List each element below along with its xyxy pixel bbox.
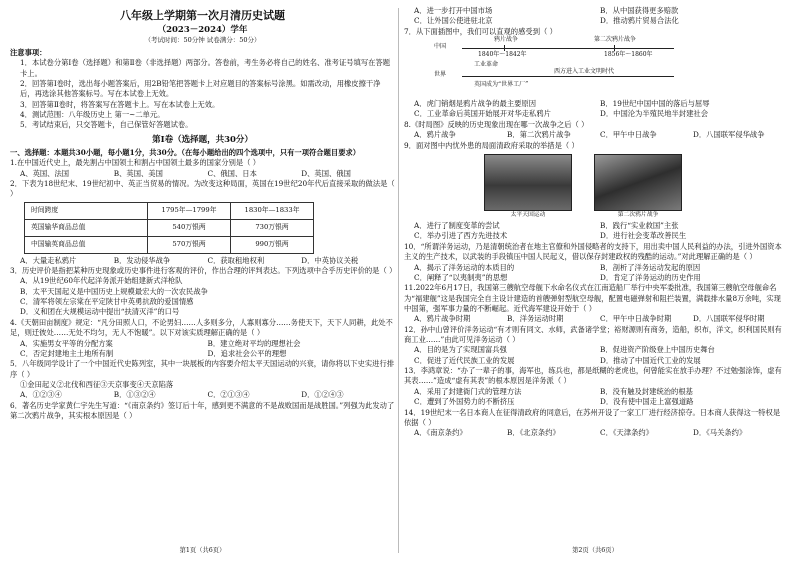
option: C．遭到了外国势力的不断挤压: [414, 397, 515, 407]
question-2-options: [10, 256, 395, 266]
question-11-options: [404, 314, 786, 324]
timeline-event: 西方进入工业文明时代: [554, 68, 615, 76]
trade-table: [24, 202, 314, 254]
notice-item: 4．测试范围：八年级历史上 第一~二单元。: [20, 110, 165, 120]
question-10: 10．“所谓洋务运动，乃是清朝统治者在地主官僚和外国侵略者的支持下，用出卖中国人民利益的办法，引进外国资本主义的生产技术，以武装的手段镇压中国人民起义，借以保存封建政权的残酷的运动。”对此理解正确的是（ ）: [404, 241, 782, 262]
question-2: 2．下表为18世纪末、19世纪初中、英正当贸易的情况。为改变这种局面，英国在19世纪20年代后直接采取的做法是（ ）: [10, 178, 395, 199]
question-9-options: [404, 221, 786, 242]
option: D．推动鸦片贸易合法化: [600, 16, 679, 26]
option: B．《北京条约》: [507, 428, 560, 438]
option: B．发动侵华战争: [113, 255, 171, 265]
option: A．从19世纪60年代起洋务派开始组建新式洋枪队: [20, 276, 183, 286]
question-5-items: ①金田起义②北伐和西征③天京事变④天京陷落: [20, 379, 174, 389]
option: D、英国、俄国: [301, 168, 351, 178]
exam-subtitle: （2023－2024）学年: [157, 24, 248, 35]
table-cell: 730万银两: [231, 219, 314, 236]
timeline-world-label: 世界: [434, 71, 447, 79]
option: D．①②④③: [301, 390, 344, 400]
exam-title: 八年级上学期第一次月清历史试题: [120, 9, 285, 22]
option: B．没有触及封建统治的根基: [600, 386, 693, 396]
timeline-china-label: 中国: [434, 43, 447, 51]
timeline-date: 1856年～1860年: [604, 51, 653, 59]
timeline-date: 1840年～1842年: [478, 51, 527, 59]
option: A．大量走私鸦片: [20, 255, 77, 265]
table-row: [25, 202, 314, 219]
timeline-figure: [434, 36, 684, 97]
question-7-options: [404, 99, 786, 120]
option: D．推动了中国近代工业的发展: [600, 355, 701, 365]
option: A．①②③④: [20, 390, 62, 400]
option: C．工业革命后英国开始展开对华走私鸦片: [414, 109, 551, 119]
option: B．剖析了洋务运动发起的原因: [600, 262, 701, 272]
question-13-options: [404, 387, 786, 408]
option: C．促进了近代民族工业的发展: [414, 355, 515, 365]
photo-image: [594, 154, 682, 211]
question-7: 7．从下面插图中，我们可以直观的感受到（ ）: [404, 26, 557, 36]
option: C．否定封建地主土地所有制: [20, 348, 114, 358]
question-8-options: [404, 130, 786, 140]
option: B．第二次鸦片战争: [507, 130, 571, 140]
option: B．建立绝对平均的理想社会: [207, 338, 301, 348]
option: D．没有使中国走上富强道路: [600, 397, 694, 407]
table-cell: 570万银两: [148, 236, 231, 253]
option: C．阐释了“以夷制夷”的思想: [414, 272, 508, 282]
notice-item: 1．本试卷分第Ⅰ卷（选择题）和第Ⅱ卷（非选择题）两部分。答卷前，考生务必将自己的姓名、准考证号填写在答题卡上。: [20, 58, 391, 78]
notice-item: 2．回答第Ⅰ卷时，选出每小题答案后，用2B铅笔把答题卡上对应题目的答案标号涂黑。如需改动，用橡皮擦干净后，再选涂其他答案标号。写在本试卷上无效。: [20, 78, 381, 99]
photo-caption: 太平天国运动: [510, 211, 546, 218]
exam-meta: （考试时间：50分钟 试卷满分：50分）: [144, 35, 261, 44]
option: C．②①③④: [207, 390, 250, 400]
option: D．义和团在大规模运动中提出“扶清灭洋”的口号: [20, 307, 180, 317]
option: B．19世纪中国中国的落后与屈辱: [600, 99, 710, 109]
question-11: 11.2022年6月17日，我国第三艘航空母舰下水命名仪式在江南造船厂举行中央军委批准，我国第三艘航空母舰命名为“福建舰”这是我国完全自主设计建造的首艘弹射型航空母舰，配置电磁弹射和阻拦装置，满载排水量8万余吨，实现中国第，强军事力量的不断崛起。近代海军建设开始于（ ）: [404, 283, 781, 313]
question-9: 9．面对图中内忧外患的局面清政府采取的举措是（ ）: [404, 140, 579, 150]
option: B．洋务运动时期: [507, 314, 564, 324]
table-cell: 990万银两: [231, 236, 314, 253]
option: A．进行了制度变革的尝试: [414, 221, 500, 231]
question-4-options: [10, 339, 395, 360]
option: A．目的是为了实现国富兵强: [414, 345, 507, 355]
question-4: 4.《天朝田亩制度》规定：“凡分田照人口，不论男妇……人多则多分，人寡则寡分……务使天下，天下人同耕，此处不足，则迁彼处……无处不均匀，无人不饱暖”。以下对该实质理解正确的是（ ）: [10, 317, 393, 338]
option: C．让外国公使进驻北京: [414, 16, 493, 26]
option: B．从中国获得更多赔款: [600, 6, 679, 15]
option: A、英国、法国: [20, 168, 70, 178]
option: B．促进资产阶级登上中国历史舞台: [600, 345, 715, 355]
question-5-options: [10, 390, 395, 400]
timeline-event: 工业革命: [474, 61, 499, 69]
question-12: 12．孙中山曾评价洋务运动“有才则有同文、水师，武备诸学堂；裕财源则有商务，造船，织布，洋文，织利国民则有商工业……”由此可见洋务运动（ ）: [404, 324, 782, 345]
photo-opium-war: [594, 154, 682, 219]
timeline-china-line: [462, 48, 674, 49]
table-row: [25, 219, 314, 236]
page-footer: 第1页（共6页）: [179, 547, 226, 555]
option: A．采用了封建衙门式的管理方法: [414, 386, 522, 396]
timeline-event: 第二次鸦片战争: [594, 36, 637, 44]
question-10-options: [404, 263, 786, 284]
section-heading: 第Ⅰ卷（选择题，共30分）: [152, 134, 253, 145]
option: B．①③②④: [113, 390, 156, 400]
table-cell: 540万银两: [148, 219, 231, 236]
option: A．揭示了洋务运动的本质目的: [414, 262, 515, 272]
question-12-options: [404, 345, 786, 366]
left-page: [10, 6, 395, 558]
option: D．追求社会公平的理想: [207, 348, 287, 358]
notice-title: 注意事项：: [10, 47, 47, 57]
option: C．甲午中日战争时期: [600, 314, 672, 324]
table-cell: 中国输英商品总值: [25, 236, 148, 253]
option: C．清军将领左宗棠在平定陕甘中英勇抗敌的爱国情感: [20, 297, 194, 307]
question-14-options: [404, 428, 786, 438]
table-cell: 时间跨度: [25, 202, 148, 219]
option: D．中国沦为半殖民地半封建社会: [600, 109, 709, 119]
option: C．甲午中日战争: [600, 130, 657, 140]
question-1-options: [10, 169, 395, 179]
question-8: 8.《时局图》反映的历史现象出现在哪一次战争之后（ ）: [404, 119, 589, 129]
column-divider: [398, 8, 399, 553]
photo-image: [484, 154, 572, 211]
question-14: 14．19世纪末一名日本商人在征得清政府的同意后，在苏州开设了一家工厂进行经济掠夺。日本商人获得这一特权是依据（ ）: [404, 407, 781, 427]
right-page: [404, 6, 786, 558]
option: C．举办引进了西方先进技术: [414, 231, 508, 241]
option: B．践行“实业救国”主张: [600, 221, 679, 231]
option: A．《南京条约》: [414, 428, 467, 438]
option: D．八国联军侵华战争: [693, 130, 765, 140]
part-heading: 一、选择题：本题共30小题，每小题1分，共30分。（在每小题给出的四个选项中，只有一项符合题目要求）: [10, 147, 361, 157]
question-13: 13．李鸿章说：“办了一辈子的事，海军也，练兵也，都是纸糊的老虎也，何曾能实在放手办理？不过勉强涂饰，虚有其表……”造成“虚有其表”的根本原因是洋务派（ ）: [404, 366, 782, 386]
option: A．鸦片战争: [414, 130, 456, 140]
photo-caption: 第二次鸦片战争: [617, 211, 659, 218]
question-9-photos: [484, 154, 786, 219]
option: D．肯定了洋务运动的历史作用: [600, 272, 701, 282]
option: C．获取租地权利: [207, 255, 265, 265]
table-cell: 英国输华商品总值: [25, 219, 148, 236]
notice-item: 3．回答第Ⅱ卷时，将答案写在答题卡上。写在本试卷上无效。: [20, 99, 220, 109]
timeline-event: 鸦片战争: [494, 36, 519, 44]
table-row: [25, 236, 314, 253]
question-6: 6．著名历史学家黄仁宇先生写道：“《南京条约》签订后十年，感到更不满意的不是战败国而是战胜国。”列强为此发动了第二次鸦片战争，其实根本原因是（ ）: [10, 400, 395, 421]
option: A．实施男女平等的分配方案: [20, 338, 113, 348]
timeline-event: 英国成为“世界工厂”: [474, 81, 529, 89]
photo-taiping: [484, 154, 572, 219]
question-3: 3．历史评价是指把某种历史现象或历史事件进行客观的评价，作出合理的评判表达。下列选项中合乎历史评价的是（ ）: [10, 265, 397, 275]
option: D．《马关条约》: [693, 428, 747, 438]
page-footer: 第2页（共6页）: [572, 547, 618, 555]
option: D．八国联军侵华时期: [693, 314, 765, 324]
option: C、俄国、日本: [207, 168, 257, 178]
question-3-options: [10, 276, 395, 317]
question-5: 5．八年级同学设计了一个中国近代史陈列室，其中一块展板的内容要介绍太平天国运动的兴衰，请你将以下史实进行排序（ ）: [10, 359, 395, 379]
option: D．进行社会变革改善民生: [600, 231, 687, 241]
option: A．鸦片战争时期: [414, 314, 471, 324]
option: A．虎门销烟是鸦片战争的最主要原因: [414, 99, 537, 109]
option: A．进一步打开中国市场: [414, 6, 493, 15]
question-1: 1.在中国近代史上，最先割占中国领土和割占中国领土最多的国家分别是（ ）: [10, 158, 261, 168]
option: B、英国、美国: [113, 168, 163, 178]
table-cell: 1830年—1833年: [231, 202, 314, 219]
option: C．《天津条约》: [600, 428, 654, 438]
option: D．中英协议关税: [301, 255, 359, 265]
option: B．太平天国起义是中国历史上规模最宏大的一次农民战争: [20, 286, 208, 296]
question-6-options: [404, 6, 786, 27]
table-cell: 1795年—1799年: [148, 202, 231, 219]
notice-item: 5．考试结束后，只交答题卡，自己保管好答题试卷。: [20, 120, 193, 130]
